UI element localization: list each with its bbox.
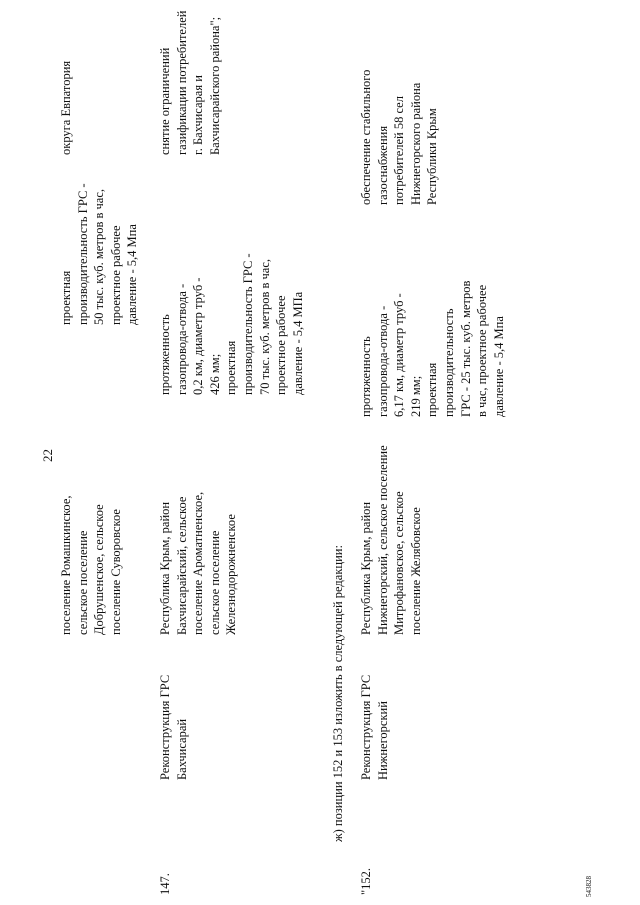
text-line: Добрушенское, сельское — [92, 504, 107, 635]
text-line: 6,17 км, диаметр труб - — [392, 293, 407, 417]
text-line: проектная — [425, 362, 440, 417]
text-line: поселение Ароматненское, — [191, 491, 206, 635]
text-line: протяженность — [359, 336, 373, 417]
text-line: в час, проектное рабочее — [475, 284, 490, 417]
text-line: производительность — [441, 308, 456, 417]
text-line: газоснабжения — [375, 125, 390, 205]
text-line: давление - 5,4 Мпа — [491, 316, 506, 417]
row-147-purpose-cell — [157, 11, 223, 155]
text-line: Нижнегорский — [375, 701, 390, 780]
text-line: Бахчисарайский, сельское — [174, 496, 189, 635]
text-line: Бахчисарайского района"; — [207, 16, 222, 155]
text-line: 0,2 км, диаметр труб - — [191, 277, 206, 395]
text-line: поселение Желябовское — [408, 507, 423, 635]
text-line: давление - 5,4 Мпа — [125, 224, 140, 325]
text-line: сельское поселение — [75, 530, 90, 635]
text-line: проектное рабочее — [274, 295, 289, 395]
row-147-number: 147. — [158, 873, 172, 895]
text-line: Реконструкция ГРС — [359, 674, 373, 780]
text-line: Митрофановское, сельское — [392, 491, 407, 635]
document-code: 543828 — [585, 876, 593, 897]
text-line: газопровода-отвода - — [375, 305, 390, 417]
prev-row-settlement-cell — [58, 495, 124, 635]
text-line: г. Бахчисарая и — [191, 75, 206, 155]
text-line: поселение Суворовское — [108, 509, 123, 635]
text-line: Республика Крым, район — [359, 501, 373, 635]
text-line: проектная — [224, 340, 239, 395]
text-line: Республика Крым, район — [158, 501, 172, 635]
row-147-params-cell — [157, 253, 306, 395]
text-line: обеспечение стабильного — [359, 69, 373, 205]
text-line: протяженность — [158, 314, 172, 395]
text-line: 219 мм; — [408, 375, 423, 417]
row-147-location-cell — [157, 492, 240, 635]
text-line: Бахчисарай — [174, 718, 189, 780]
prev-row-params-cell — [58, 183, 141, 325]
row-152-name-cell — [358, 675, 391, 780]
row-152-params-cell — [358, 281, 507, 417]
text-line: потребителей 58 сел — [392, 96, 407, 205]
text-line: проектная — [59, 270, 73, 325]
text-line: Нижнегорского района — [408, 82, 423, 205]
text-line: поселение Ромашкинское, — [59, 495, 73, 635]
text-line: Железнодорожненское — [224, 514, 239, 635]
row-152-purpose-cell — [358, 70, 441, 205]
text-line: производительность ГРС - — [240, 253, 255, 395]
text-line: 426 мм; — [207, 353, 222, 395]
text-line: снятие ограничений — [158, 47, 172, 155]
text-line: 70 тыс. куб. метров в час, — [257, 258, 272, 395]
page-number: 22 — [40, 449, 55, 462]
text-line: Республики Крым — [425, 108, 440, 205]
row-152-location-cell — [358, 445, 424, 635]
text-line: Реконструкция ГРС — [158, 674, 172, 780]
text-line: 50 тыс. куб. метров в час, — [92, 188, 107, 325]
row-152-number: "152. — [359, 868, 373, 895]
prev-row-purpose-cell — [58, 61, 75, 155]
text-line: ГРС - 25 тыс. куб. метров — [458, 280, 473, 417]
text-line: проектное рабочее — [108, 225, 123, 325]
text-line: производительность ГРС - — [75, 183, 90, 325]
text-line: газопровода-отвода - — [174, 283, 189, 395]
text-line: сельское поселение — [207, 530, 222, 635]
text-line: давление - 5,4 МПа — [290, 291, 305, 395]
text-line: Нижнегорский, сельское поселение — [375, 445, 390, 635]
instruction-text: ж) позиции 152 и 153 изложить в следующей редакции: — [331, 545, 345, 842]
row-147-name-cell — [157, 675, 190, 780]
text-line: округа Евпатория — [59, 60, 73, 155]
text-line: газификации потребителей — [174, 10, 189, 155]
